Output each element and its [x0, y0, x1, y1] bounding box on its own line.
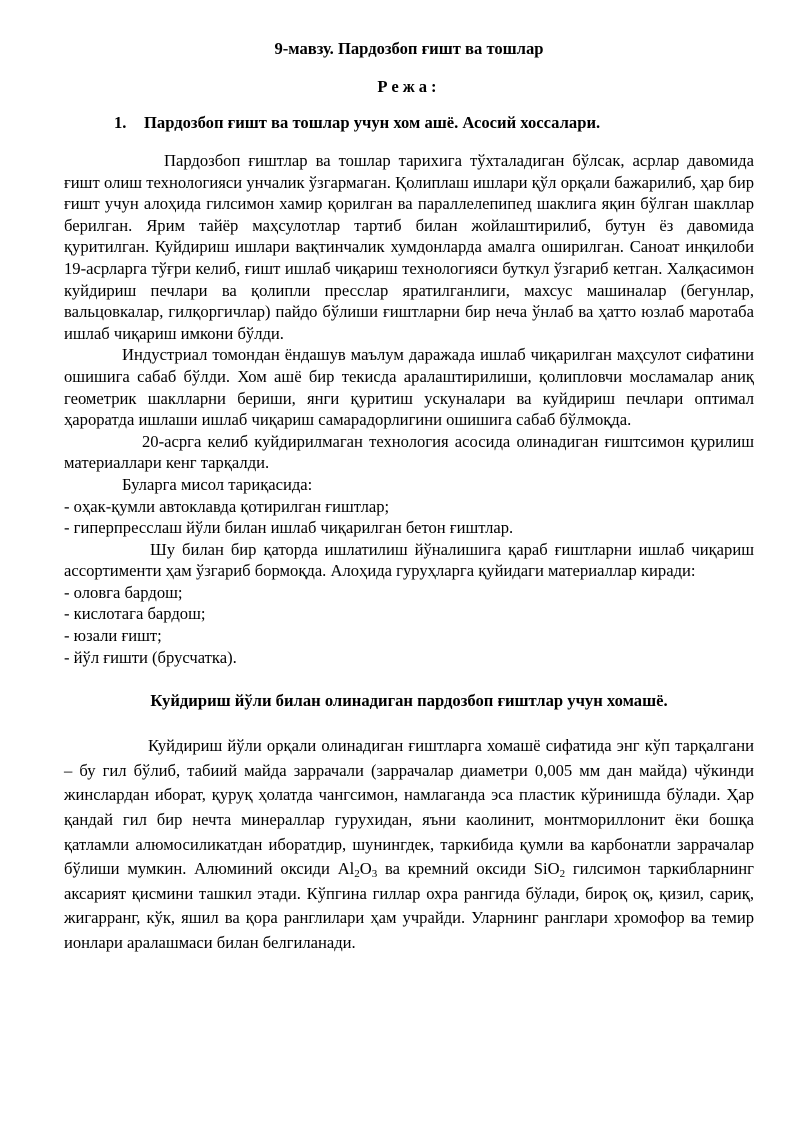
chem-formula-alumina: $Al_2O_3$ — [337, 859, 378, 881]
list-item: - кислотага бардош; — [64, 604, 206, 624]
section-heading-text: Пардозбоп ғишт ва тошлар учун хом ашё. Асосий хоссалари. — [144, 113, 601, 132]
list-item: - юзали ғишт; — [64, 626, 162, 646]
list-item: - гиперпресслаш йўли билан ишлаб чиқарилган бетон ғиштлар. — [64, 518, 514, 538]
section-number: 1. — [114, 113, 127, 132]
document-page — [64, 36, 754, 956]
paragraph-industrial: Индустриал томондан ёндашув маълум даражада ишлаб чиқарилган маҳсулот сифатини ошишига сабаб бўлди. Хом ашё бир текисда аралаштирилиши, қолипловчи мосламалар аниқ геометрик шаклларни бериши, янги қуритиш ускуналари ва куйдириш печлари оптимал ҳароратда ишлаши ишлаб чиқариш самарадорлигини ошишига сабаб бўлмоқда. — [64, 345, 754, 430]
list-item: - оҳак-қумли автоклавда қотирилган ғиштлар; — [64, 496, 390, 516]
list-item: - йўл ғишти (брусчатка). — [64, 647, 237, 667]
paragraph-assortment: Шу билан бир қаторда ишлатилиш йўналишига қараб ғиштларни ишлаб чиқариш ассортименти ҳам ўзгариб бормоқда. Алоҳида гуруҳларга қуйидаги материаллар киради: — [64, 539, 754, 581]
subheading: Куйдириш йўли билан олинадиган пардозбоп ғиштлар учун хомашё. — [150, 691, 668, 711]
paragraph-history: Пардозбоп ғиштлар ва тошлар тарихига тўхталадиган бўлсак, асрлар давомида ғишт олиш технологияси унчалик ўзгармаган. Қолиплаш ишлари қўл орқали бажарилиб, ҳар бир ғишт учун алоҳида гилсимон хамир қорилган ва параллелепипед шаклига яқин бўлган шакллар берилган. Ярим тайёр маҳсулотлар тартиб билан жойлаштирилиб, бутун ёз давомида қуритилган. Куйдириш ишлари вақтинчалик хумдонларда амалга оширилган. Саноат инқилоби 19-асрларга тўғри келиб, ғишт ишлаб чиқариш технологияси буткул ўзгариб кетган. Халқасимон куйдириш печлари ва қолипли пресслар яратилганлиги, махсус машиналар (бегунлар, вальцовкалар, гилқоргичлар) пайдо бўлиши ғиштларни бир неча ўнлаб ва ҳатто юзлаб маротаба ишлаб чиқариш имкони бўлди. — [64, 151, 754, 343]
paragraph-raw-material — [64, 734, 754, 955]
paragraph-20th-century: 20-асрга келиб куйдирилмаган технология асосида олинадиган ғиштсимон қурилиш материаллари кенг тарқалди. — [64, 431, 754, 473]
list-item: - оловга бардош; — [64, 582, 183, 602]
paragraph-text: ва кремний оксиди — [377, 859, 534, 879]
paragraph-text: Куйдириш йўли орқали олинадиган ғиштларга хомашё сифатида энг кўп тарқалгани – бу гил бўлиб, табиий майда заррачали (заррачалар диаметри 0,005 мм дан майда) чўкинди жинслардан иборат, қуруқ ҳолатда чангсимон, намлаганда эса пластик кўринишда бўлади. Ҳар қандай гил бир нечта минераллар гурухидан, яъни каолинит, монтмориллонит ёки бошқа қатламли алюмосиликатдан иборатдир, шунингдек, таркибида қумли ва карбонатли заррачалар бўлиши мумкин. Алюминий оксиди — [64, 736, 754, 879]
section-heading — [64, 110, 754, 136]
paragraph-text: гилсимон таркибларнинг аксарият қисмини ташкил этади. Кўпгина гиллар охра рангида бўлади, бироқ оқ, қизил, сариқ, жигарранг, кўк, яшил ва қора ранглилари ҳам учрайди. Уларнинг ранглари хромофор ва темир ионлари аралашмаси билан белгиланади. — [64, 859, 754, 952]
paragraph-examples-intro: Буларга мисол тариқасида: — [122, 474, 313, 494]
document-title: 9-мавзу. Пардозбоп ғишт ва тошлар — [274, 39, 544, 58]
chem-formula-silica: SiO$_2$ — [533, 859, 566, 881]
plan-heading: Режа: — [377, 77, 441, 96]
